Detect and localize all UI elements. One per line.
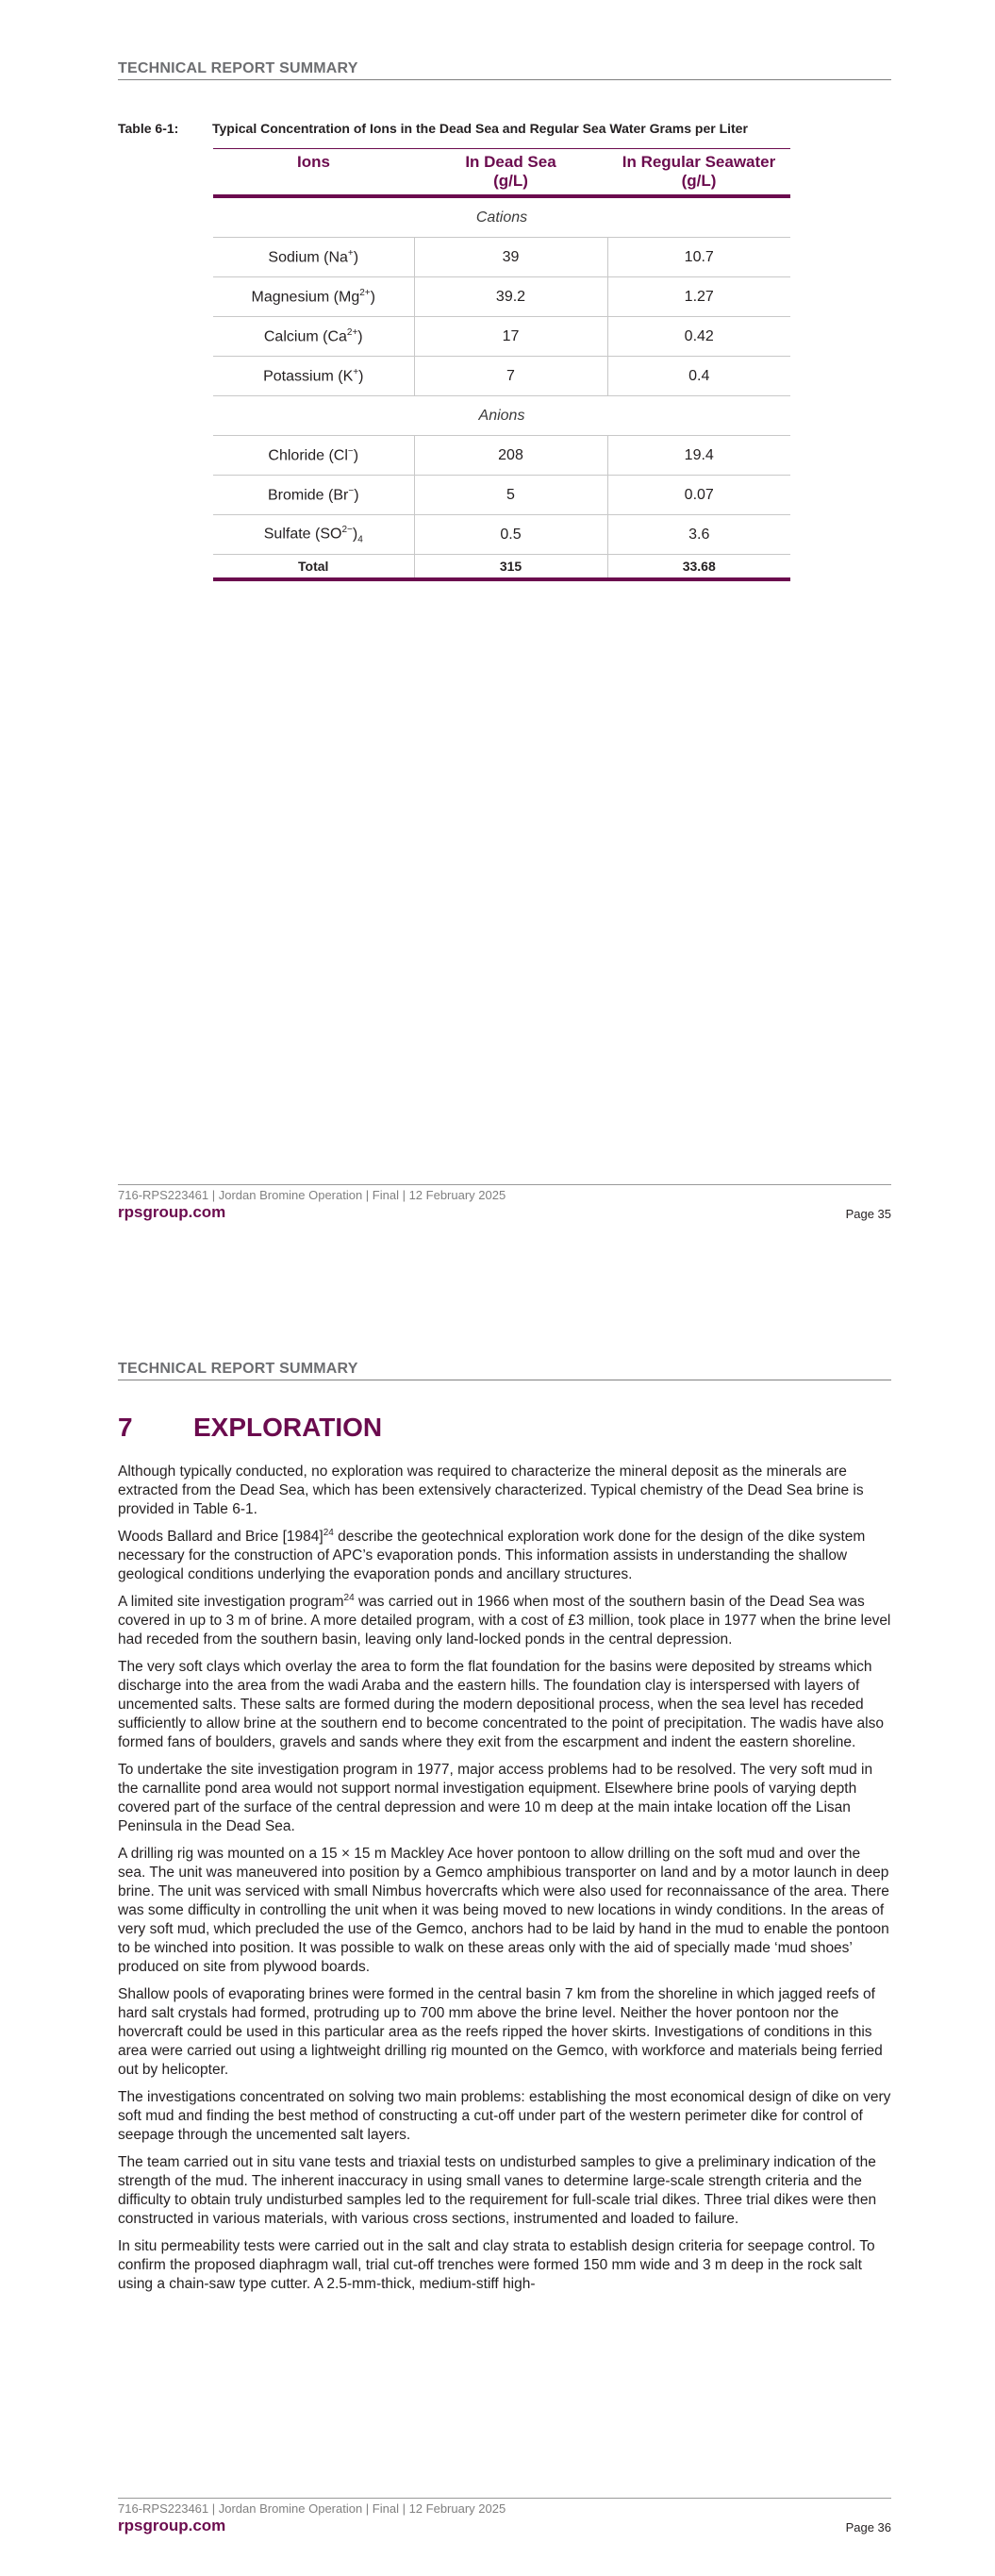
total-dead-sea: 315 xyxy=(414,555,607,580)
page-footer xyxy=(118,1184,891,1224)
ion-name: Bromide (Br−) xyxy=(213,476,414,515)
ion-concentration-table xyxy=(213,148,790,581)
ion-name: Sodium (Na+) xyxy=(213,238,414,277)
table-header-row xyxy=(213,149,790,197)
ion-name: Calcium $(Ca^{2+})$ xyxy=(213,317,414,357)
table-caption xyxy=(118,121,891,136)
footnote-ref[interactable]: 24 xyxy=(343,1592,355,1603)
group-row-anions: Anions xyxy=(213,396,790,436)
paragraph: The team carried out in situ vane tests and triaxial tests on undisturbed samples to give a preliminary indication of the strength of the mud. The inherent inaccuracy in using small vanes to determine large-scale strength criteria and the difficulty to obtain truly undisturbed samples led to the requirement for full-scale trial dikes. Three trial dikes were then constructed in various materials, with various cross sections, instrumented and loaded to failure. xyxy=(118,2154,877,2227)
dead-sea-value: 7 xyxy=(414,357,607,396)
total-row xyxy=(213,555,790,580)
paragraph: A drilling rig was mounted on a 15 × 15 m Mackley Ace hover pontoon to allow drilling on the soft mud and over the sea. The unit was maneuvered into position by a Gemco amphibious transporter on land and by a motor launch in deep brine. The unit was serviced with small Nimbus hovercrafts which were also used for reconnaissance of the area. There was some difficulty in controlling the unit when it was being moved to new locations in windy conditions. In the areas of very soft mud, which precluded the use of the Gemco, anchors had to be laid by hand in the mud to enable the pontoon to be winched into position. It was possible to walk on these areas only with the aid of specially made ‘mud shoes’ produced on site from plywood boards. xyxy=(118,1846,889,1975)
column-header-ions: Ions xyxy=(213,149,414,197)
footer-meta: 716-RPS223461 | Jordan Bromine Operation | Final | 12 February 2025 xyxy=(118,1188,506,1202)
dead-sea-value: 17 xyxy=(414,317,607,357)
section-heading xyxy=(118,1413,382,1443)
footnote-ref[interactable]: 24 xyxy=(323,1527,334,1538)
page-footer xyxy=(118,2498,891,2537)
footer-meta: 716-RPS223461 | Jordan Bromine Operation | Final | 12 February 2025 xyxy=(118,2501,506,2516)
dead-sea-value: 39.2 xyxy=(414,277,607,317)
footer-rule xyxy=(118,2498,891,2499)
footer-brand-link[interactable]: rpsgroup.com xyxy=(118,1203,226,1221)
ion-name: Chloride (Cl−) xyxy=(213,436,414,476)
body-text xyxy=(118,1463,891,2302)
footer-brand-link[interactable]: rpsgroup.com xyxy=(118,2517,226,2534)
section-number: 7 xyxy=(118,1413,133,1442)
seawater-value: 10.7 xyxy=(607,238,790,277)
page-number: Page 35 xyxy=(845,1207,891,1221)
table-row xyxy=(213,238,790,277)
paragraph: The investigations concentrated on solving two main problems: establishing the most economical design of dike on very soft mud and finding the best method of constructing a cut-off under part of the western perimeter dike for control of seepage through the uncemented salt layers. xyxy=(118,2089,891,2143)
seawater-value: 0.42 xyxy=(607,317,790,357)
dead-sea-value: 5 xyxy=(414,476,607,515)
seawater-value: 3.6 xyxy=(607,515,790,555)
dead-sea-value: 39 xyxy=(414,238,607,277)
paragraph: The very soft clays which overlay the area to form the flat foundation for the basins were deposited by streams which discharge into the area from the wadi Araba and the eastern hills. The foundation clay is interspersed with layers of uncemented salts. These salts are formed during the modern depositional process, when the sea level has receded sufficiently to allow brine at the southern end to become concentrated to the point of precipitation. The wadis have also formed fans of boulders, gravels and sands where they exit from the escarpment and indent the eastern shoreline. xyxy=(118,1659,884,1750)
header-rule xyxy=(118,79,891,80)
ion-name: Potassium (K+) xyxy=(213,357,414,396)
table-row xyxy=(213,317,790,357)
page-number: Page 36 xyxy=(845,2520,891,2534)
paragraph: In situ permeability tests were carried out in the salt and clay strata to establish design criteria for seepage control. To confirm the proposed diaphragm wall, trial cut-off trenches were formed 150 mm wide and 3 m deep in the rock salt using a chain-saw type cutter. A 2.5-mm-thick, medium-stiff high- xyxy=(118,2238,875,2292)
seawater-value: 1.27 xyxy=(607,277,790,317)
paragraph: A limited site investigation program$^{24}$ was carried out in 1966 when most of the southern basin of the Dead Sea was covered in up to 3 m of brine. A more detailed program, with a cost of £3 million, took place in 1977 when the brine level had receded from the southern basin, leaving only land-locked ponds in the central depression. xyxy=(118,1592,891,1648)
seawater-value: 19.4 xyxy=(607,436,790,476)
table-row xyxy=(213,357,790,396)
section-title: EXPLORATION xyxy=(193,1413,383,1442)
table-caption-title: Typical Concentration of Ions in the Dead Sea and Regular Sea Water Grams per Liter xyxy=(212,121,748,136)
ion-name: Sulfate $(SO^{2-})_4$ xyxy=(213,515,414,555)
page-36 xyxy=(0,1307,995,2576)
group-row-cations: Cations xyxy=(213,196,790,238)
table-row xyxy=(213,277,790,317)
ion-name: Magnesium $(Mg^{2+})$ xyxy=(213,277,414,317)
table-caption-number: Table 6-1: xyxy=(118,121,179,136)
column-header-seawater: In Regular Seawater (g/L) xyxy=(607,149,790,197)
running-header: TECHNICAL REPORT SUMMARY xyxy=(118,1361,891,1378)
paragraph: Shallow pools of evaporating brines were formed in the central basin 7 km from the shoreline in which jagged reefs of hard salt crystals had formed, protruding up to 700 mm above the brine level. Neither the hover pontoon nor the hovercraft could be used in this particular area as the reefs ripped the hover skirts. Investigations of conditions in this area were carried out using a lightweight drilling rig mounted on the Gemco, with workforce and materials being ferried out by helicopter. xyxy=(118,1986,883,2078)
seawater-value: 0.07 xyxy=(607,476,790,515)
paragraph: Woods Ballard and Brice $[1984]^{24}$ describe the geotechnical exploration work done for the design of the dike system necessary for the construction of APC’s evaporation ponds. This information assists in understanding the shallow geological conditions underlying the evaporation ponds and ancillary structures. xyxy=(118,1527,866,1582)
column-header-dead-sea: In Dead Sea (g/L) xyxy=(414,149,607,197)
seawater-value: 0.4 xyxy=(607,357,790,396)
paragraph: To undertake the site investigation program in 1977, major access problems had to be resolved. The very soft mud in the carnallite pond area would not support normal investigation equipment. Elsewhere brine pools of varying depth covered part of the surface of the central depression and were 10 m deep at the main intake location off the Lisan Peninsula in the Dead Sea. xyxy=(118,1762,873,1834)
running-header: TECHNICAL REPORT SUMMARY xyxy=(118,60,891,77)
total-label: Total xyxy=(213,555,414,580)
dead-sea-value: 0.5 xyxy=(414,515,607,555)
table-row xyxy=(213,436,790,476)
total-seawater: 33.68 xyxy=(607,555,790,580)
paragraph: Although typically conducted, no exploration was required to characterize the mineral deposit as the minerals are extracted from the Dead Sea, which has been extensively characterized. Typical chemistry of the Dead Sea brine is provided in Table 6-1. xyxy=(118,1464,864,1517)
footer-rule xyxy=(118,1184,891,1185)
dead-sea-value: 208 xyxy=(414,436,607,476)
table-row xyxy=(213,515,790,555)
table-row xyxy=(213,476,790,515)
